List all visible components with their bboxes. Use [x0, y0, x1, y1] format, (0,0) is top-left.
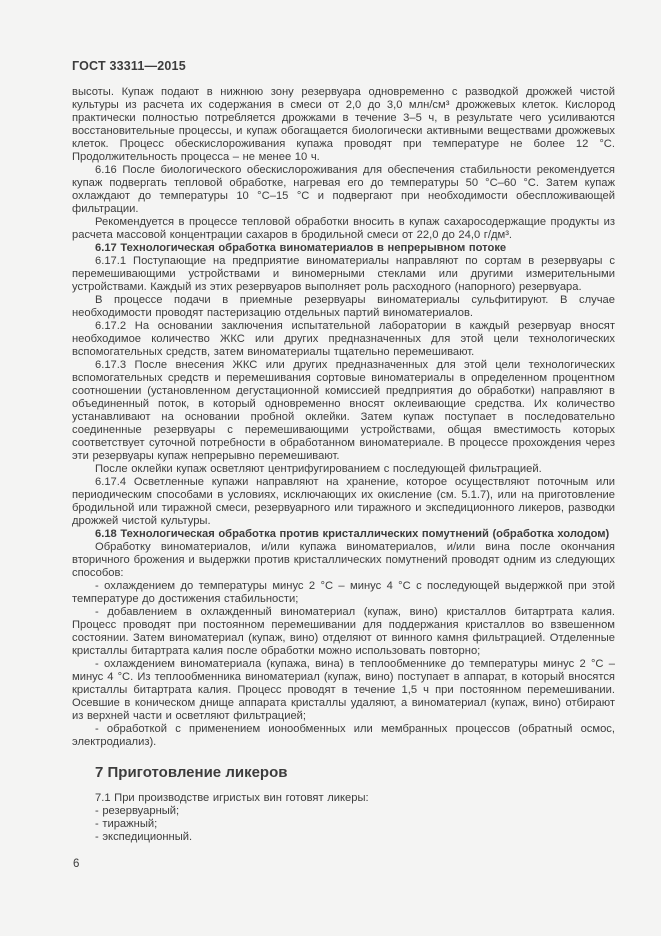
list-item-cooling: - охлаждением до температуры минус 2 °С – минус 4 °С с последующей выдержкой при этой температуре до достижения стабильности;	[72, 580, 615, 605]
list-item-expedition-liqueur: - экспедиционный.	[95, 831, 193, 843]
para-cold-treatment-intro: Обработку виноматериалов, и/или купажа виноматериалов, и/или вина после окончания вторичного брожения и выдержки против кристаллических помутнений проводят одним из следующих способов:	[72, 541, 615, 579]
para-feed-sulfitation: В процессе подачи в приемные резервуары виноматериалы сульфитируют. В случае необходимости проводят пастеризацию отдельных партий виноматериалов.	[72, 294, 615, 319]
list-item-tirage-liqueur: - тиражный;	[95, 818, 158, 830]
para-continuation-height: высоты. Купаж подают в нижнюю зону резервуара одновременно с разводкой дрожжей чистой культуры из расчета их содержания в смеси от 2,0 до 3,0 млн/см³ дрожжевых клеток. Кислород практически полностью потребляется дрожжами в течение 3–5 ч, в результате чего усиливаются восстановительные процессы, и купаж обогащается биологически активными веществами дрожжевых клеток. Процесс обескислороживания купажа проводят при температуре не более 12 °С. Продолжительность процесса – не менее 10 ч.	[72, 86, 615, 163]
para-after-fining: После оклейки купаж осветляют центрифугированием с последующей фильтрацией.	[95, 463, 542, 475]
clause-6-17-3: 6.17.3 После внесения ЖКС или других предназначенных для этой цели технологических вспомогательных средств и перемешивания сортовые виноматериалы в определенном процентном соотношении (установленном дегустационной комиссией предприятия до обработки) направляют в объединенный поток, в который одновременно вносят оклеивающие средства. Их количество устанавливают на основании пробной оклейки. Затем купаж поступает в последовательно соединенные резервуары с перемешивающими устройствами, общая вместимость которых соответствует суточной потребности в обработанном виноматериале. В процессе прохождения через эти резервуары купаж непрерывно перемешивают.	[72, 359, 615, 462]
clause-6-17-2: 6.17.2 На основании заключения испытательной лаборатории в каждый резервуар вносят необходимое количество ЖКС или других предназначенных для этой цели технологических вспомогательных средств, затем виноматериалы тщательно перемешивают.	[72, 320, 615, 358]
clause-6-18-heading: 6.18 Технологическая обработка против кристаллических помутнений (обработка холодом)	[95, 528, 610, 540]
page-content	[72, 86, 615, 844]
list-item-bitartrate-crystals: - добавлением в охлажденный виноматериал (купаж, вино) кристаллов битартрата калия. Процесс проводят при постоянном перемешивании для поддержания кристаллов во взвешенном состоянии. Затем виноматериал (купаж, вино) отделяют от винного камня фильтрацией. Отделенные кристаллы битартрата калия после обработки можно использовать повторно;	[72, 606, 615, 657]
clause-6-17-1: 6.17.1 Поступающие на предприятие виноматериалы направляют по сортам в резервуары с перемешивающими устройствами и виномерными стеклами или другими измерительными устройствами. Каждый из этих резервуаров выполняет роль расходного (напорного) резервуара.	[72, 255, 615, 293]
para-heat-treatment-recommendation: Рекомендуется в процессе тепловой обработки вносить в купаж сахаросодержащие продукты из расчета массовой концентрации сахаров в бродильной смеси от 22,0 до 24,0 г/дм³.	[72, 216, 615, 241]
page-number: 6	[73, 858, 80, 870]
clause-6-17-4: 6.17.4 Осветленные купажи направляют на хранение, которое осуществляют поточным или периодическим способами в условиях, исключающих их окисление (см. 5.1.7), или на приготовление бродильной или тиражной смеси, резервуарного или тиражного и экспедиционного ликеров, разводки дрожжей чистой культуры.	[72, 476, 615, 527]
list-item-reservoir-liqueur: - резервуарный;	[95, 805, 180, 817]
doc-number-header: ГОСТ 33311—2015	[72, 59, 186, 73]
clause-6-17-heading: 6.17 Технологическая обработка виноматериалов в непрерывном потоке	[95, 242, 507, 254]
clause-6-16: 6.16 После биологического обескислороживания для обеспечения стабильности рекомендуется купаж подвергать тепловой обработке, нагревая его до температуры 50 °С–60 °С. Затем купаж охлаждают до температуры 10 °С–15 °С и подвергают при необходимости обеспложивающей фильтрации.	[72, 164, 615, 215]
section-7-heading: 7 Приготовление ликеров	[95, 764, 288, 781]
list-item-heat-exchanger: - охлаждением виноматериала (купажа, вина) в теплообменнике до температуры минус 2 °С – минус 4 °С. Из теплообменника виноматериал (купаж, вино) поступает в аппарат, в который вносятся кристаллы битартрата калия. Процесс проводят в течение 1,5 ч при постоянном перемешивании. Осевшие в коническом днище аппарата кристаллы удаляют, а виноматериал (купаж, вино) отбирают из верхней части и осветляют фильтрацией;	[72, 658, 615, 722]
clause-7-1: 7.1 При производстве игристых вин готовят ликеры:	[95, 792, 369, 804]
list-item-ion-exchange: - обработкой с применением ионообменных или мембранных процессов (обратный осмос, электродиализ).	[72, 723, 615, 748]
